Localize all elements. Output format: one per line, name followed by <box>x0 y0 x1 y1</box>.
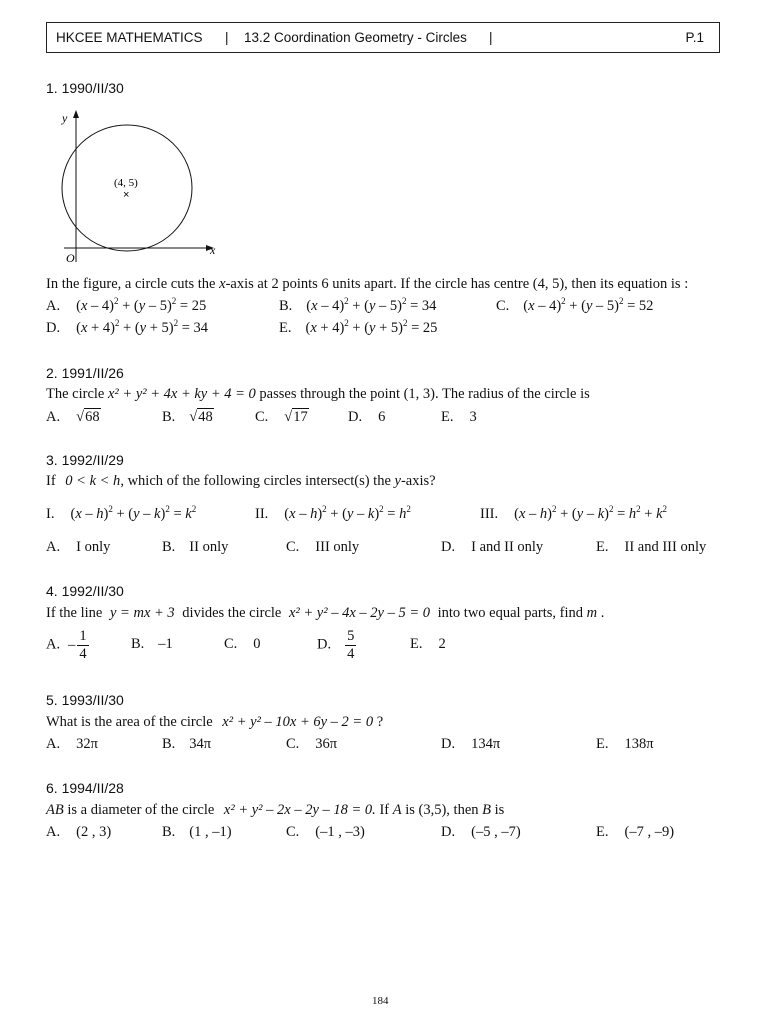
header-subject: HKCEE MATHEMATICS <box>56 30 203 45</box>
question-6-stem: AB is a diameter of the circle x² + y² – 2x – 2y – 18 = 0. If A is (3,5), then B is <box>46 802 505 818</box>
option-d: D. $(x + 4)^2 + (y + 5)^2 = 34$ <box>46 318 209 336</box>
option-c: C. III only <box>286 539 360 555</box>
option-a: A. √68 <box>46 409 100 425</box>
option-a: A. 32π <box>46 736 98 752</box>
origin-label: O <box>66 251 75 265</box>
option-b: B. 34π <box>162 736 212 752</box>
question-4-title: 4. 1992/II/30 <box>46 583 124 599</box>
option-c: C. (–1 , –3) <box>286 824 365 840</box>
option-a: A. (2 , 3) <box>46 824 112 840</box>
question-3-title: 3. 1992/II/29 <box>46 452 124 468</box>
x-axis-label: x <box>210 243 216 257</box>
option-b: B. (x – 4)$^2$ + (y – 5)$^2$ = 34 <box>279 296 437 314</box>
option-d: D. I and II only <box>441 539 544 555</box>
statement-2: II. $(x - h)^2 + (y - k)^2 = h^2$ <box>255 504 411 522</box>
page-header <box>46 22 720 53</box>
statement-1: I. $(x - h)^2 + (y - k)^2 = k^2$ <box>46 504 197 522</box>
question-1-stem: In the figure, a circle cuts the x-axis at 2 points 6 units apart. If the circle has centre (4, 5), then its equation is : <box>46 276 689 292</box>
option-b: B. II only <box>162 539 229 555</box>
option-b: B. (1 , –1) <box>162 824 232 840</box>
question-1-title: 1. 1990/II/30 <box>46 80 124 96</box>
header-page: P.1 <box>685 30 704 45</box>
option-c: C. (x – 4)$^2$ + (y – 5)$^2$ = 52 <box>496 296 654 314</box>
option-c: C. 0 <box>224 636 261 652</box>
statement-3: III. $(x - h)^2 + (y - k)^2 = h^2 + k^2$ <box>480 504 668 522</box>
option-c: C. √17 <box>255 409 308 425</box>
option-d: D. $\frac{5}{4}$ <box>317 628 355 662</box>
question-2-stem: The circle x² + y² + 4x + ky + 4 = 0 passes through the point (1, 3). The radius of the circle is <box>46 386 590 402</box>
option-e: E. II and III only <box>596 539 707 555</box>
question-3-stem: If 0 < k < h, which of the following circles intersect(s) the y-axis? <box>46 473 436 489</box>
option-e: E. (–7 , –9) <box>596 824 675 840</box>
header-separator: | <box>225 30 229 45</box>
question-5-stem: What is the area of the circle x² + y² – 10x + 6y – 2 = 0 ? <box>46 714 384 730</box>
option-d: D. 6 <box>348 409 386 425</box>
question-2-title: 2. 1991/II/26 <box>46 365 124 381</box>
option-e: E. 138π <box>596 736 654 752</box>
option-c: C. 36π <box>286 736 338 752</box>
y-axis-label: y <box>62 111 68 125</box>
option-a: A. I only <box>46 539 111 555</box>
y-axis-arrow <box>73 110 79 118</box>
option-b: B. –1 <box>131 636 173 652</box>
circle-figure <box>56 108 226 268</box>
question-6-title: 6. 1994/II/28 <box>46 780 124 796</box>
option-d: D. (–5 , –7) <box>441 824 521 840</box>
option-a: A. – $\frac{1}{4}$ <box>46 628 87 662</box>
header-separator: | <box>489 30 493 45</box>
option-e: E. 3 <box>441 409 477 425</box>
option-a: A. (x – 4)$^2$ + (y – 5)$^2$ = 25 <box>46 296 207 314</box>
option-e: E. $(x + 4)^2 + (y + 5)^2 = 25$ <box>279 318 438 336</box>
question-4-stem: If the line y = mx + 3 divides the circle x² + y² – 4x – 2y – 5 = 0 into two equal parts, find m . <box>46 605 605 621</box>
header-topic: 13.2 Coordination Geometry - Circles <box>244 30 467 45</box>
option-b: B. √48 <box>162 409 213 425</box>
centre-mark: × <box>123 189 130 201</box>
page-number: 184 <box>372 995 389 1007</box>
question-5-title: 5. 1993/II/30 <box>46 692 124 708</box>
option-e: E. 2 <box>410 636 446 652</box>
option-d: D. 134π <box>441 736 501 752</box>
centre-label: (4, 5) <box>114 177 138 189</box>
